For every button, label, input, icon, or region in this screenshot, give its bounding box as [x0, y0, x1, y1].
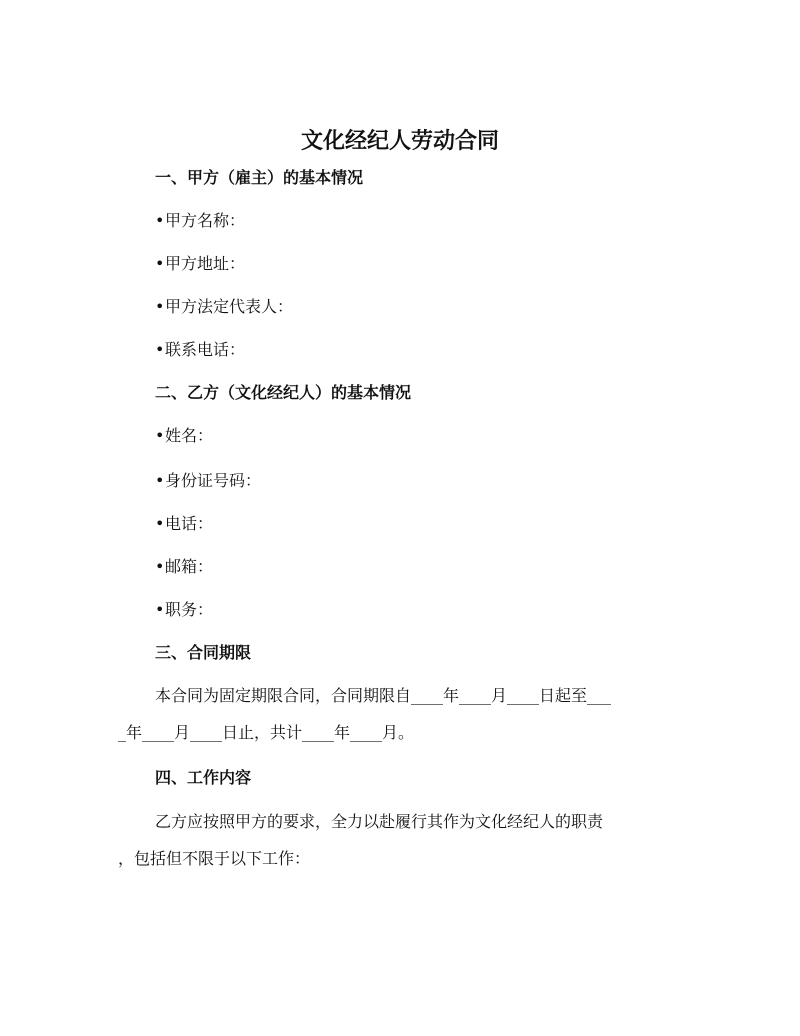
list-item — [155, 555, 213, 579]
list-item — [155, 469, 261, 493]
paragraph-work-content — [118, 810, 683, 880]
bullet-icon: • — [155, 471, 165, 490]
list-item-label: 甲方法定代表人： — [165, 297, 294, 316]
list-item-label: 甲方名称： — [165, 211, 246, 230]
list-item-label: 职务： — [165, 600, 214, 619]
section-heading-party-b: 二、乙方（文化经纪人）的基本情况 — [155, 383, 412, 402]
list-item — [155, 424, 213, 448]
paragraph-line: _年____月____日止，共计____年____月。 — [118, 723, 415, 742]
list-item-label: 邮箱： — [165, 557, 214, 576]
bullet-icon: • — [155, 254, 165, 273]
paragraph-line: 乙方应按照甲方的要求，全力以赴履行其作为文化经纪人的职责 — [155, 812, 604, 831]
section-heading-party-a: 一、甲方（雇主）的基本情况 — [155, 168, 364, 187]
paragraph-contract-term — [118, 684, 683, 754]
list-item — [155, 512, 213, 536]
bullet-icon: • — [155, 557, 165, 576]
list-item — [155, 295, 293, 319]
bullet-icon: • — [155, 340, 165, 359]
bullet-icon: • — [155, 514, 165, 533]
list-item-label: 联系电话： — [165, 340, 246, 359]
section-heading-work-content: 四、工作内容 — [155, 768, 252, 787]
list-item-label: 姓名： — [165, 426, 214, 445]
paragraph-line: 本合同为固定期限合同，合同期限自____年____月____日起至___ — [155, 686, 612, 705]
bullet-icon: • — [155, 211, 165, 230]
bullet-icon: • — [155, 297, 165, 316]
list-item — [155, 252, 245, 276]
list-item — [155, 598, 213, 622]
list-item-label: 身份证号码： — [165, 471, 262, 490]
bullet-icon: • — [155, 600, 165, 619]
list-item-label: 甲方地址： — [165, 254, 246, 273]
bullet-icon: • — [155, 426, 165, 445]
list-item — [155, 338, 245, 362]
document-title: 文化经纪人劳动合同 — [300, 128, 499, 154]
list-item — [155, 209, 245, 233]
list-item-label: 电话： — [165, 514, 214, 533]
paragraph-line: ，包括但不限于以下工作： — [118, 849, 311, 868]
section-heading-contract-term: 三、合同期限 — [155, 643, 252, 662]
